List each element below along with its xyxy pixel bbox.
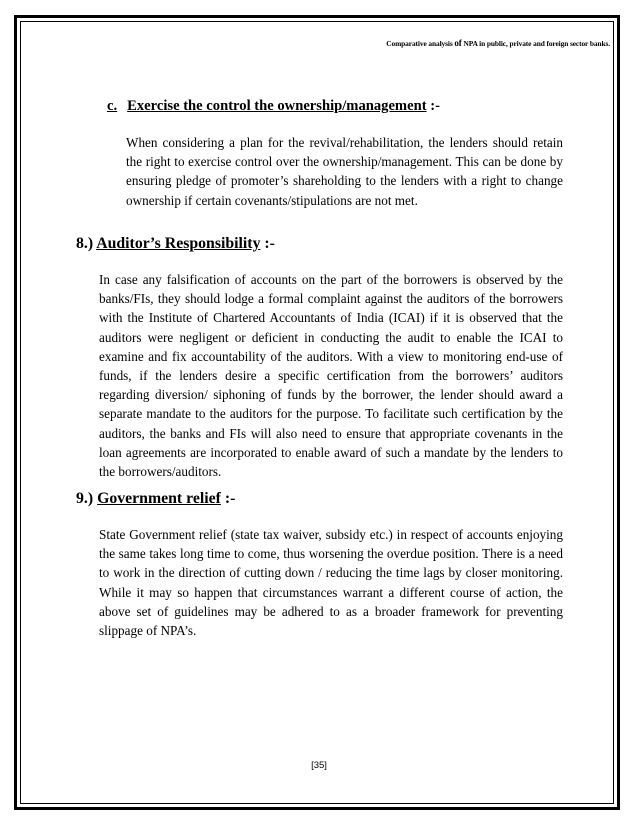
- section-9-heading: [76, 490, 235, 508]
- section-8-heading: [76, 235, 275, 253]
- section-9-number: 9.): [76, 490, 98, 507]
- running-header-prefix: Comparative analysis: [386, 39, 455, 48]
- section-8-number: 8.): [76, 235, 97, 252]
- section-c-body: When considering a plan for the revival/rehabilitation, the lenders should retain the right to exercise control over the ownership/management. This can be done by ensuring pledge of promoter’s shareholding to the lenders with a right to change ownership if certain covenants/stipulations are not met.: [126, 135, 563, 208]
- section-9-title: Government relief: [97, 490, 221, 507]
- section-c-heading: [107, 98, 440, 115]
- section-c-title: Exercise the control the ownership/management: [127, 98, 427, 114]
- section-8-title: Auditor’s Responsibility: [96, 235, 261, 252]
- section-8-suffix: :-: [260, 235, 275, 252]
- running-header-suffix: NPA in public, private and foreign sector banks.: [461, 39, 610, 48]
- section-c-suffix: :-: [426, 98, 440, 114]
- section-c-letter: c.: [107, 98, 118, 114]
- section-9-body: State Government relief (state tax waiver, subsidy etc.) in respect of accounts enjoying the same takes long time to come, thus worsening the overdue position. There is a need to work in the direction of cutting down / reducing the time lags by closer monitoring. While it may so happen that circumstances warrant a different course of action, the above set of guidelines may be adhered to as a broader framework for preventing slippage of NPA’s.: [99, 527, 563, 639]
- section-8-body: In case any falsification of accounts on the part of the borrowers is observed by the banks/FIs, they should lodge a formal complaint against the auditors of the borrowers with the Institute of Chartered Accountants of India (ICAI) if it is observed that the auditors were negligent or deficient in conducting the audit to enable the ICAI to examine and fix accountability of the auditors. With a view to monitoring end-use of funds, if the lenders desire a specific certification from the borrowers’ auditors regarding diversion/ siphoning of funds by the borrower, the lender should award a separate mandate to the auditors for the purpose. To facilitate such certification by the auditors, the banks and FIs will also need to ensure that appropriate covenants in the loan agreements are incorporated to enable award of such a mandate by the lenders to the borrowers/auditors.: [99, 272, 563, 480]
- page-number: [35]: [311, 760, 327, 771]
- running-header: [386, 38, 610, 48]
- section-9-suffix: :-: [220, 490, 236, 507]
- running-header-of: of: [454, 38, 462, 48]
